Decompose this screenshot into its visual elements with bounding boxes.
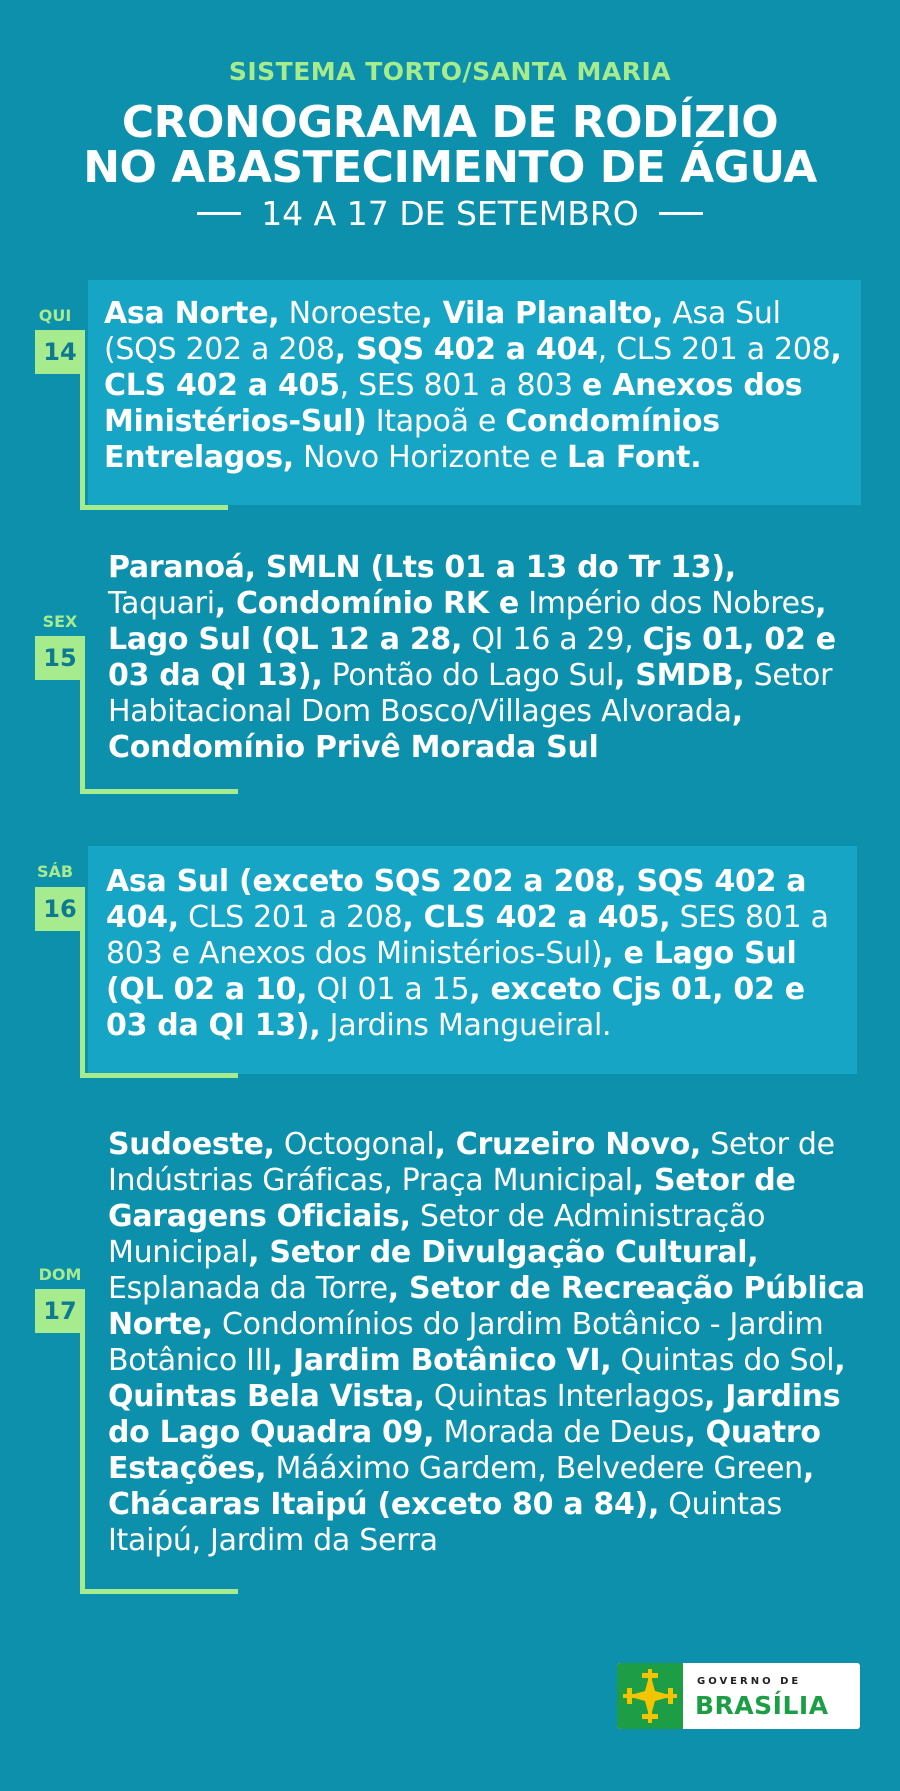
- entry-bottom-line: [80, 1589, 238, 1594]
- region-bold: , Setor de Divulgação Cultural,: [248, 1235, 759, 1270]
- right-dash: [659, 212, 703, 215]
- region-bold: , Jardim Botânico VI,: [271, 1343, 612, 1378]
- region-text: Mááximo Gardem, Belvedere Green: [266, 1451, 803, 1486]
- region-list: [106, 864, 851, 1044]
- weekday-label: QUI: [38, 306, 72, 325]
- logo-line-2: BRASÍLIA: [695, 1691, 829, 1720]
- region-text: Morada de Deus: [434, 1415, 685, 1450]
- region-bold: e Anexos dos Ministérios-Sul): [104, 368, 803, 439]
- region-bold: Asa Norte,: [104, 296, 280, 331]
- weekday-label: DOM: [38, 1265, 82, 1284]
- region-bold: , Setor de Garagens Oficiais,: [108, 1163, 796, 1234]
- region-text: , SES 801 a 803: [339, 368, 583, 403]
- region-text: Quintas do Sol: [611, 1343, 835, 1378]
- region-text: Itapoã e: [366, 404, 506, 439]
- date-range-text: 14 A 17 DE SETEMBRO: [261, 194, 639, 233]
- region-text: Jardins Mangueiral.: [320, 1008, 612, 1043]
- gdf-logo: [617, 1663, 860, 1729]
- region-bold: , e Lago Sul (QL 02 a 10,: [106, 936, 797, 1007]
- region-text: QI 01 a 15: [307, 972, 470, 1007]
- region-text: QI 16 a 29,: [462, 622, 643, 657]
- region-bold: , exceto Cjs 01, 02 e 03 da QI 13),: [106, 972, 805, 1043]
- region-text: Octogonal: [274, 1127, 435, 1162]
- region-text: Quintas Itaipú, Jardim da Serra: [108, 1487, 782, 1558]
- day-number: 16: [35, 887, 85, 931]
- page-title: [0, 97, 900, 193]
- region-text: SES 801 a 803 e Anexos dos Ministérios-Sul): [106, 900, 829, 971]
- region-bold: , SMDB,: [614, 658, 745, 693]
- weekday-label: SEX: [42, 612, 78, 631]
- region-bold: , Condomínio Privê Morada Sul: [108, 694, 743, 765]
- region-text: Esplanada da Torre: [108, 1271, 388, 1306]
- entry-bottom-line: [80, 1073, 238, 1078]
- region-bold: , CLS 402 a 405: [104, 332, 842, 403]
- region-bold: , CLS 402 a 405,: [402, 900, 671, 935]
- region-bold: , Condomínio RK e: [214, 586, 519, 621]
- region-bold: , Quintas Bela Vista,: [108, 1343, 846, 1414]
- day-number: 14: [35, 330, 85, 374]
- region-bold: La Font.: [566, 440, 702, 475]
- logo-line-1: GOVERNO DE: [697, 1676, 802, 1687]
- region-text: Setor de Administração Municipal: [108, 1199, 766, 1270]
- region-text: , CLS 201 a 208: [597, 332, 831, 367]
- region-bold: , Cruzeiro Novo,: [434, 1127, 701, 1162]
- region-text: Setor Habitacional Dom Bosco/Villages Alvorada: [108, 658, 833, 729]
- brasilia-flag-icon: [617, 1663, 683, 1729]
- region-bold: Paranoá, SMLN (Lts 01 a 13 do Tr 13),: [108, 550, 736, 585]
- region-text: Novo Horizonte e: [293, 440, 567, 475]
- region-bold: , Setor de Recreação Pública Norte,: [108, 1271, 865, 1342]
- region-bold: Sudoeste,: [108, 1127, 275, 1162]
- region-text: Império dos Nobres: [518, 586, 816, 621]
- entry-bottom-line: [80, 789, 238, 794]
- region-text: Asa Sul (SQS 202 a 208: [104, 296, 781, 367]
- region-text: Condomínios do Jardim Botânico - Jardim Botânico III: [108, 1307, 824, 1378]
- title-line-1: CRONOGRAMA DE RODÍZIO: [121, 97, 779, 148]
- region-bold: , Chácaras Itaipú (exceto 80 a 84),: [108, 1451, 814, 1522]
- region-bold: Asa Sul (exceto SQS 202 a 208, SQS 402 a 404,: [106, 864, 807, 935]
- region-text: Setor de Indústrias Gráficas, Praça Municipal: [108, 1127, 835, 1198]
- region-text: CLS 201 a 208: [178, 900, 403, 935]
- title-line-2: NO ABASTECIMENTO DE ÁGUA: [83, 142, 817, 193]
- region-bold: , Quatro Estações,: [108, 1415, 821, 1486]
- region-bold: , Vila Planalto,: [421, 296, 664, 331]
- day-number: 17: [35, 1289, 85, 1333]
- weekday-label: SÁB: [36, 862, 74, 881]
- region-text: Quintas Interlagos: [424, 1379, 704, 1414]
- date-range: [0, 194, 900, 233]
- region-text: Noroeste: [279, 296, 422, 331]
- left-dash: [197, 212, 241, 215]
- region-list: [108, 550, 853, 766]
- region-bold: , Lago Sul (QL 12 a 28,: [108, 586, 827, 657]
- region-list: [108, 1127, 868, 1559]
- region-text: Pontão do Lago Sul: [322, 658, 615, 693]
- system-subtitle: SISTEMA TORTO/SANTA MARIA: [228, 57, 672, 86]
- region-bold: , SQS 402 a 404: [334, 332, 598, 367]
- day-number: 15: [35, 636, 85, 680]
- region-bold: Condomínios Entrelagos,: [104, 404, 720, 475]
- region-text: Taquari: [108, 586, 215, 621]
- entry-bottom-line: [80, 505, 228, 510]
- entry-vertical-line: [80, 1289, 85, 1593]
- region-bold: Cjs 01, 02 e 03 da QI 13),: [108, 622, 836, 693]
- region-bold: , Jardins do Lago Quadra 09,: [108, 1379, 841, 1450]
- region-list: [104, 296, 844, 476]
